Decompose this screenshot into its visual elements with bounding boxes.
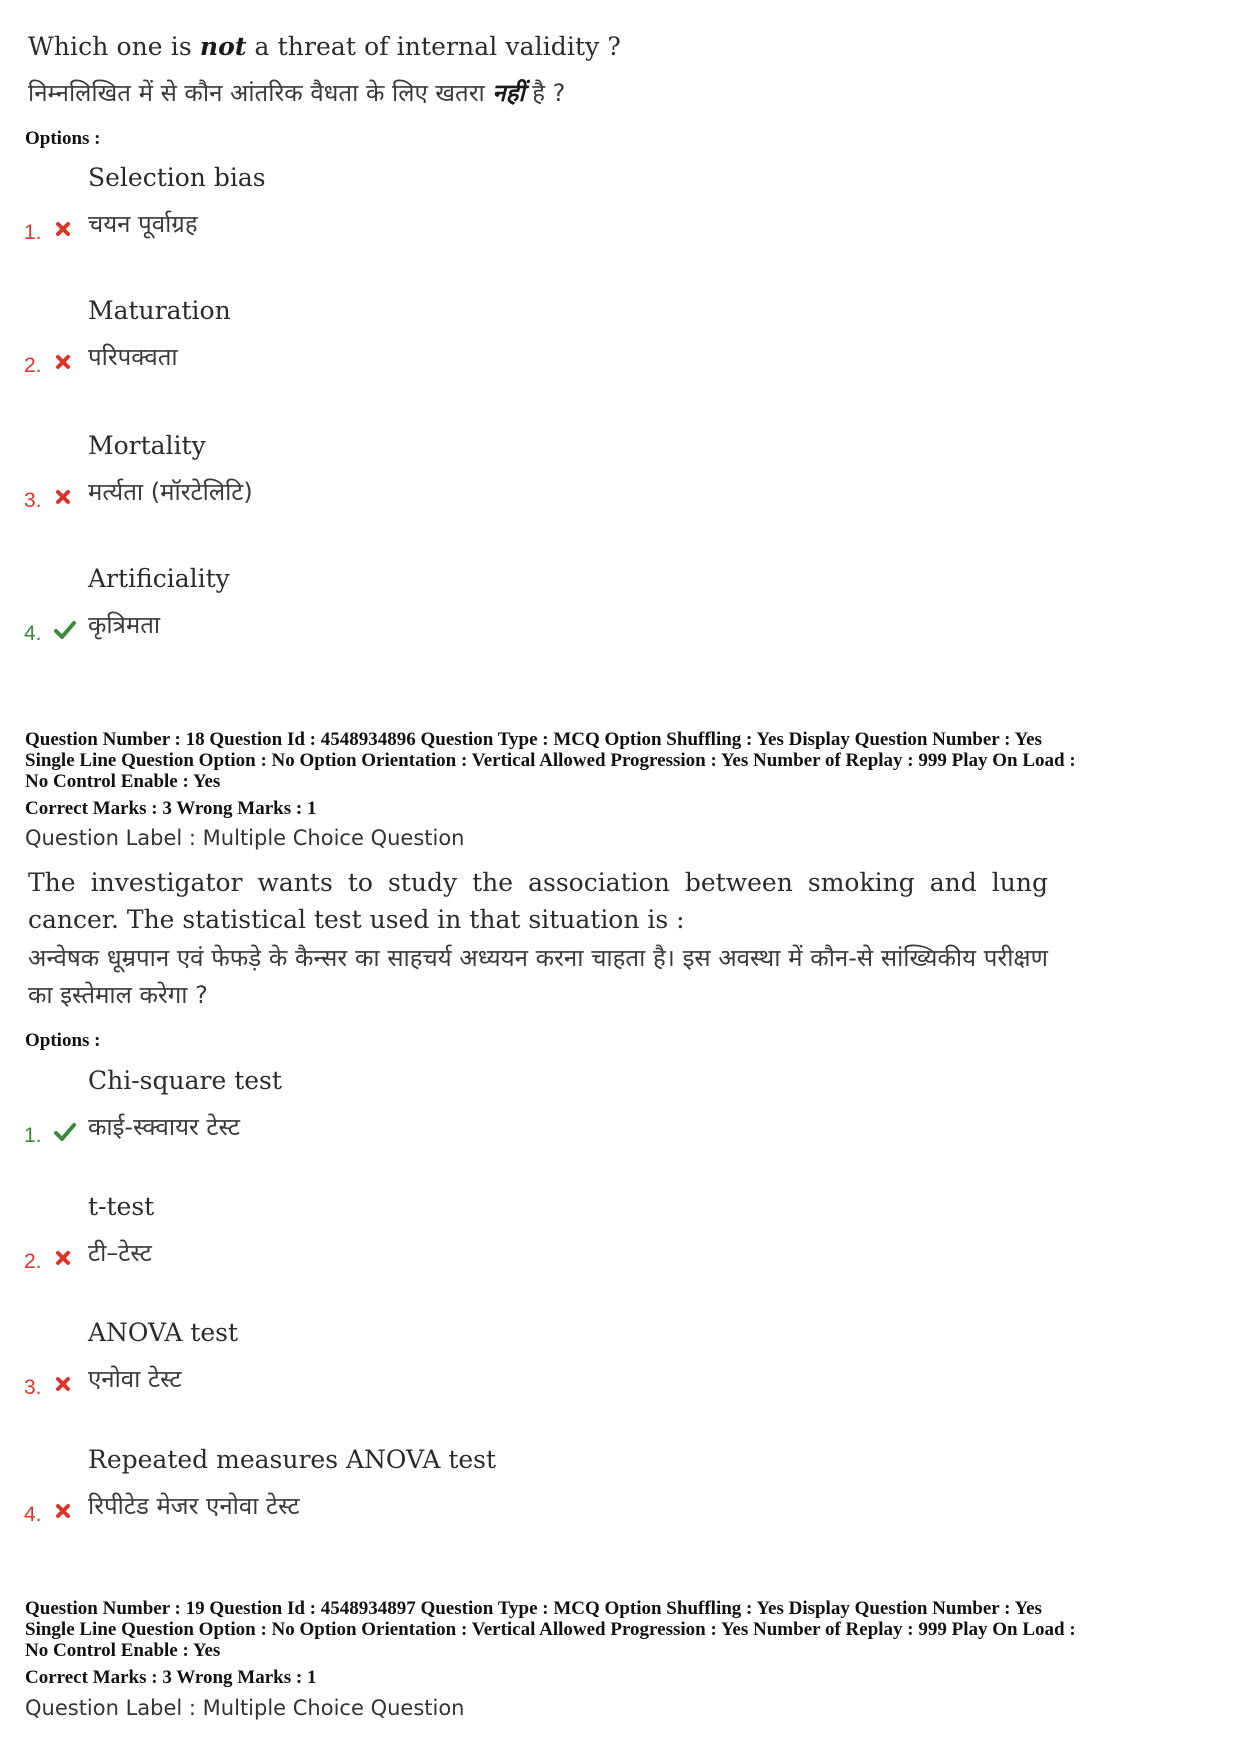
option-text-hi: टी–टेस्ट xyxy=(88,1239,152,1267)
option-number: 4. xyxy=(24,1503,42,1526)
option-number: 3. xyxy=(24,1376,42,1399)
option-text-hi: चयन पूर्वाग्रह xyxy=(88,210,198,238)
q18-marks: Correct Marks : 3 Wrong Marks : 1 xyxy=(25,798,317,819)
q18-meta-line2: Single Line Question Option : No Option Orientation : Vertical Allowed Progression : Yes Number of Replay : 999 Play On Load : xyxy=(25,750,1076,771)
option-text-en: Chi-square test xyxy=(88,1066,282,1095)
option-item xyxy=(0,1318,900,1428)
option-number: 2. xyxy=(24,354,42,377)
option-item xyxy=(0,431,900,541)
q18-question-text-hi: अन्वेषक धूम्रपान एवं फेफड़े के कैन्सर का साहचर्य अध्ययन करना चाहता है। इस अवस्था में कौन-से सांख्यिकीय परीक्षण का इस्तेमाल करेगा ? xyxy=(28,944,1048,1009)
cross-icon xyxy=(53,1245,75,1271)
q18-question-label: Question Label : Multiple Choice Question xyxy=(25,826,465,850)
q18-question-text-en: The investigator wants to study the association between smoking and lung cancer. The statistical test used in that situation is : xyxy=(28,868,1048,934)
q17-question-text-en xyxy=(28,32,621,61)
option-number: 1. xyxy=(24,1124,42,1147)
option-number: 1. xyxy=(24,221,42,244)
q17-text-en-pre: Which one is xyxy=(28,32,200,61)
option-number: 2. xyxy=(24,1250,42,1273)
cross-icon xyxy=(53,1498,75,1524)
option-text-hi: रिपीटेड मेजर एनोवा टेस्ट xyxy=(88,1492,300,1520)
q17-text-en-emphasis: not xyxy=(199,32,247,61)
q18-meta-line3: No Control Enable : Yes xyxy=(25,771,221,792)
option-text-en: Selection bias xyxy=(88,163,266,192)
cross-icon xyxy=(53,484,75,510)
option-text-en: Mortality xyxy=(88,431,206,460)
q17-question-text-hi xyxy=(28,76,565,109)
option-item xyxy=(0,1066,900,1176)
option-text-hi: मर्त्यता (मॉरटेलिटि) xyxy=(88,478,253,506)
check-icon xyxy=(53,617,75,643)
q17-text-hi-post: है ? xyxy=(524,79,566,107)
cross-icon xyxy=(53,216,75,242)
option-text-hi: परिपक्वता xyxy=(88,343,178,371)
q17-options-label: Options : xyxy=(25,128,101,149)
option-text-en: ANOVA test xyxy=(88,1318,239,1347)
q17-text-hi-emphasis: नहीं xyxy=(492,79,525,107)
q19-question-label: Question Label : Multiple Choice Question xyxy=(25,1696,465,1720)
q19-meta-line3: No Control Enable : Yes xyxy=(25,1640,221,1661)
q18-meta-line1: Question Number : 18 Question Id : 4548934896 Question Type : MCQ Option Shuffling : Yes Display Question Number : Yes xyxy=(25,729,1042,750)
q19-meta-line1: Question Number : 19 Question Id : 4548934897 Question Type : MCQ Option Shuffling : Yes Display Question Number : Yes xyxy=(25,1598,1042,1619)
option-text-en: Repeated measures ANOVA test xyxy=(88,1445,497,1474)
option-text-hi: काई-स्क्वायर टेस्ट xyxy=(88,1113,240,1141)
q19-meta-line2: Single Line Question Option : No Option Orientation : Vertical Allowed Progression : Yes Number of Replay : 999 Play On Load : xyxy=(25,1619,1076,1640)
option-item xyxy=(0,1192,900,1302)
option-text-hi: कृत्रिमता xyxy=(88,611,161,639)
option-number: 3. xyxy=(24,489,42,512)
option-text-en: Artificiality xyxy=(88,564,230,593)
q19-marks: Correct Marks : 3 Wrong Marks : 1 xyxy=(25,1667,317,1688)
q19-meta xyxy=(25,1598,1225,1661)
option-text-en: t-test xyxy=(88,1192,155,1221)
check-icon xyxy=(53,1119,75,1145)
q18-meta xyxy=(25,729,1225,792)
q18-options-label: Options : xyxy=(25,1030,101,1051)
option-item xyxy=(0,163,900,273)
option-item xyxy=(0,1445,900,1555)
option-text-en: Maturation xyxy=(88,296,231,325)
option-text-hi: एनोवा टेस्ट xyxy=(88,1365,182,1393)
q17-text-hi-pre: निम्नलिखित में से कौन आंतरिक वैधता के लिए खतरा xyxy=(28,79,493,107)
option-item xyxy=(0,564,900,674)
cross-icon xyxy=(53,1371,75,1397)
q17-text-en-post: a threat of internal validity ? xyxy=(246,32,621,61)
option-item xyxy=(0,296,900,406)
cross-icon xyxy=(53,349,75,375)
option-number: 4. xyxy=(24,622,42,645)
